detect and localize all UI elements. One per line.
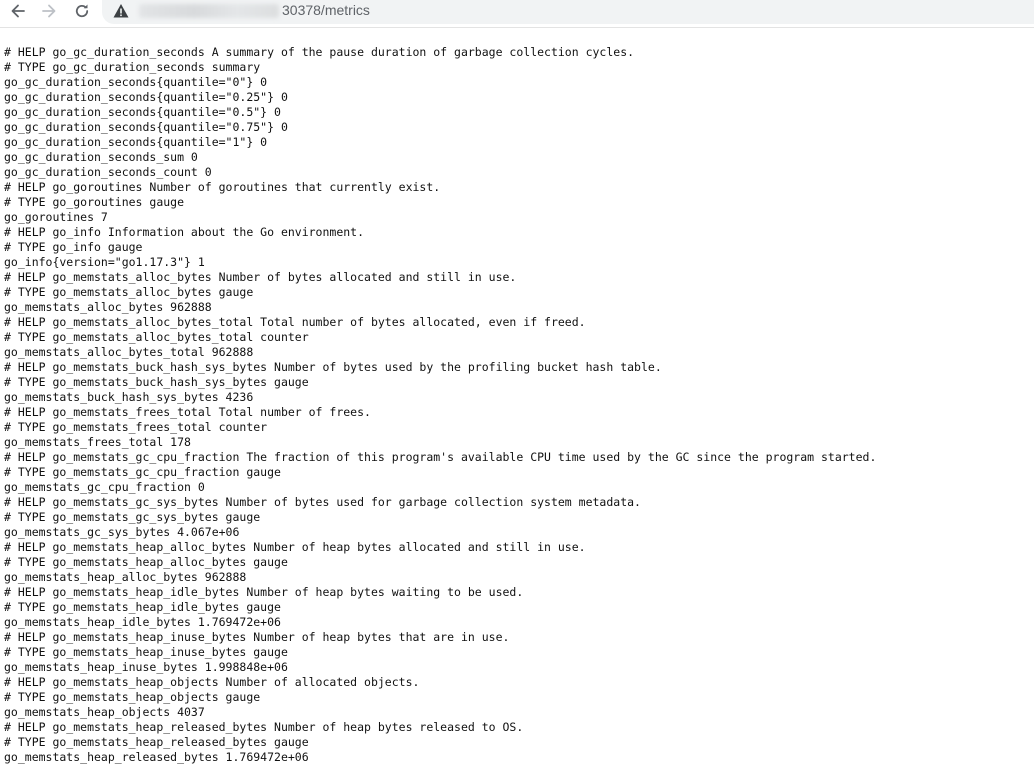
metric-value-line: go_memstats_heap_released_bytes 1.769472e+06 bbox=[4, 750, 309, 764]
metric-comment-line: # TYPE go_memstats_buck_hash_sys_bytes gauge bbox=[4, 375, 309, 389]
url-host-redacted bbox=[139, 4, 279, 18]
metric-comment-line: # TYPE go_memstats_frees_total counter bbox=[4, 420, 268, 434]
address-bar[interactable] bbox=[102, 0, 1034, 24]
metric-value-line: go_info{version="go1.17.3"} 1 bbox=[4, 255, 205, 269]
metric-value-line: go_memstats_frees_total 178 bbox=[4, 435, 191, 449]
metric-comment-line: # TYPE go_memstats_alloc_bytes_total counter bbox=[4, 330, 309, 344]
metric-value-line: go_gc_duration_seconds{quantile="0.25"} 0 bbox=[4, 90, 288, 104]
metric-value-line: go_gc_duration_seconds{quantile="1"} 0 bbox=[4, 135, 268, 149]
metric-comment-line: # HELP go_memstats_heap_objects Number of allocated objects. bbox=[4, 675, 420, 689]
metric-value-line: go_gc_duration_seconds{quantile="0.75"} 0 bbox=[4, 120, 288, 134]
metric-comment-line: # HELP go_info Information about the Go environment. bbox=[4, 225, 365, 239]
arrow-left-icon bbox=[9, 2, 27, 20]
metric-comment-line: # TYPE go_memstats_heap_released_bytes gauge bbox=[4, 735, 309, 749]
metric-comment-line: # HELP go_memstats_frees_total Total number of frees. bbox=[4, 405, 371, 419]
metric-comment-line: # TYPE go_memstats_gc_cpu_fraction gauge bbox=[4, 465, 281, 479]
metric-comment-line: # HELP go_memstats_alloc_bytes Number of bytes allocated and still in use. bbox=[4, 270, 517, 284]
metric-value-line: go_memstats_heap_objects 4037 bbox=[4, 705, 205, 719]
metric-value-line: go_memstats_heap_idle_bytes 1.769472e+06 bbox=[4, 615, 281, 629]
url-text[interactable]: 30378/metrics bbox=[282, 2, 370, 18]
metric-comment-line: # HELP go_goroutines Number of goroutines that currently exist. bbox=[4, 180, 441, 194]
metric-comment-line: # TYPE go_memstats_heap_idle_bytes gauge bbox=[4, 600, 281, 614]
metric-comment-line: # TYPE go_goroutines gauge bbox=[4, 195, 185, 209]
warning-triangle-icon[interactable] bbox=[112, 2, 130, 20]
metric-comment-line: # HELP go_memstats_heap_alloc_bytes Number of heap bytes allocated and still in use. bbox=[4, 540, 586, 554]
metric-value-line: go_memstats_buck_hash_sys_bytes 4236 bbox=[4, 390, 254, 404]
reload-button[interactable] bbox=[71, 0, 93, 22]
arrow-right-icon bbox=[40, 2, 58, 20]
metric-value-line: go_memstats_gc_cpu_fraction 0 bbox=[4, 480, 205, 494]
metric-value-line: go_memstats_heap_inuse_bytes 1.998848e+06 bbox=[4, 660, 288, 674]
metric-value-line: go_gc_duration_seconds_count 0 bbox=[4, 165, 212, 179]
metric-value-line: go_memstats_heap_alloc_bytes 962888 bbox=[4, 570, 247, 584]
metric-comment-line: # HELP go_memstats_gc_sys_bytes Number of bytes used for garbage collection system metadata. bbox=[4, 495, 641, 509]
forward-button[interactable] bbox=[38, 0, 60, 22]
metric-comment-line: # HELP go_memstats_heap_inuse_bytes Number of heap bytes that are in use. bbox=[4, 630, 510, 644]
metric-comment-line: # HELP go_memstats_gc_cpu_fraction The fraction of this program's available CPU time used by the GC since the program started. bbox=[4, 450, 877, 464]
metric-value-line: go_gc_duration_seconds{quantile="0.5"} 0 bbox=[4, 105, 281, 119]
metric-comment-line: # TYPE go_info gauge bbox=[4, 240, 143, 254]
page-content bbox=[4, 45, 1032, 765]
metric-comment-line: # TYPE go_memstats_gc_sys_bytes gauge bbox=[4, 510, 261, 524]
metrics-text bbox=[4, 45, 1032, 765]
metric-value-line: go_memstats_gc_sys_bytes 4.067e+06 bbox=[4, 525, 240, 539]
metric-value-line: go_gc_duration_seconds{quantile="0"} 0 bbox=[4, 75, 268, 89]
metric-value-line: go_goroutines 7 bbox=[4, 210, 108, 224]
metric-comment-line: # TYPE go_memstats_heap_inuse_bytes gauge bbox=[4, 645, 288, 659]
metric-comment-line: # HELP go_memstats_alloc_bytes_total Total number of bytes allocated, even if freed. bbox=[4, 315, 586, 329]
metric-value-line: go_memstats_alloc_bytes 962888 bbox=[4, 300, 212, 314]
metric-comment-line: # TYPE go_memstats_heap_alloc_bytes gauge bbox=[4, 555, 288, 569]
metric-comment-line: # HELP go_memstats_heap_idle_bytes Number of heap bytes waiting to be used. bbox=[4, 585, 524, 599]
metric-comment-line: # TYPE go_memstats_alloc_bytes gauge bbox=[4, 285, 254, 299]
metric-comment-line: # TYPE go_memstats_heap_objects gauge bbox=[4, 690, 261, 704]
browser-toolbar bbox=[0, 0, 1034, 28]
reload-icon bbox=[73, 2, 91, 20]
back-button[interactable] bbox=[7, 0, 29, 22]
metric-value-line: go_gc_duration_seconds_sum 0 bbox=[4, 150, 198, 164]
metric-comment-line: # HELP go_gc_duration_seconds A summary of the pause duration of garbage collection cycles. bbox=[4, 45, 635, 59]
metric-comment-line: # HELP go_memstats_heap_released_bytes Number of heap bytes released to OS. bbox=[4, 720, 524, 734]
metric-comment-line: # HELP go_memstats_buck_hash_sys_bytes Number of bytes used by the profiling bucket hash table. bbox=[4, 360, 662, 374]
metric-comment-line: # TYPE go_gc_duration_seconds summary bbox=[4, 60, 261, 74]
metric-value-line: go_memstats_alloc_bytes_total 962888 bbox=[4, 345, 254, 359]
